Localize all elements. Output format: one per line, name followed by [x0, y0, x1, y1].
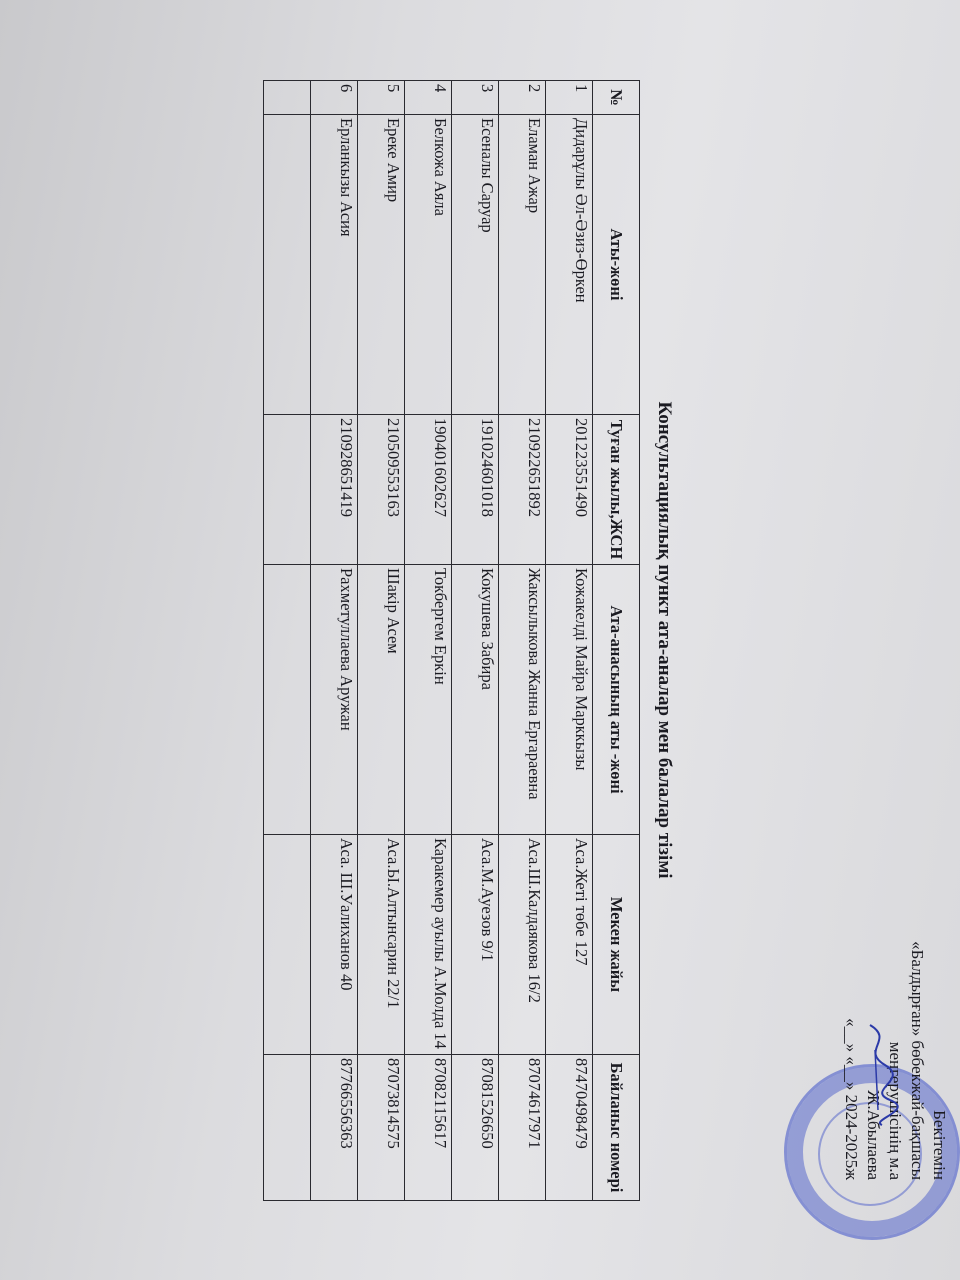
- header-full-name: Аты-жөні: [593, 115, 640, 415]
- cell-address: Аса.Жеті төбе 127: [546, 835, 593, 1055]
- cell-parent-name: [264, 565, 311, 835]
- cell-number: 5: [358, 81, 405, 115]
- cell-full-name: Ерланкызы Асия: [311, 115, 358, 415]
- cell-address: [264, 835, 311, 1055]
- cell-number: 4: [405, 81, 452, 115]
- approval-line-date: «__» «__» 2024-2025ж: [842, 1018, 861, 1180]
- cell-full-name: Белкожа Аяла: [405, 115, 452, 415]
- table-row: [499, 81, 546, 1201]
- cell-parent-name: Шакір Асем: [358, 565, 405, 835]
- cell-birth-iin: 191024601018: [452, 415, 499, 565]
- cell-number: 3: [452, 81, 499, 115]
- cell-phone: 87766556363: [311, 1055, 358, 1201]
- header-number: №: [593, 81, 640, 115]
- cell-birth-iin: 190401602627: [405, 415, 452, 565]
- cell-phone: 87082115617: [405, 1055, 452, 1201]
- cell-parent-name: Рахметуллаева Аружан: [311, 565, 358, 835]
- cell-address: Аса.Ы.Алтынсарин 22/1: [358, 835, 405, 1055]
- children-list-table: [263, 80, 640, 1201]
- table-row: [452, 81, 499, 1201]
- approval-line-position: меңгерушісінің м.а: [886, 1041, 905, 1180]
- cell-birth-iin: 210922651892: [499, 415, 546, 565]
- table-row: [405, 81, 452, 1201]
- approval-line-kindergarten: «Балдырған» бөбекжай-бақшасы: [908, 941, 927, 1180]
- header-birth-iin: Туған жылы,ЖСН: [593, 415, 640, 565]
- cell-address: Аса. Ш.Уалиханов 40: [311, 835, 358, 1055]
- cell-parent-name: Кокушева Забира: [452, 565, 499, 835]
- cell-parent-name: Токбергем Еркін: [405, 565, 452, 835]
- cell-address: Аса.Ш.Калдаякова 16/2: [499, 835, 546, 1055]
- cell-phone: 87470498479: [546, 1055, 593, 1201]
- approval-line-approve: Бекітемін: [930, 1110, 949, 1180]
- cell-birth-iin: 210928651419: [311, 415, 358, 565]
- approval-line-head-name: Ж.Абылаева: [864, 1090, 883, 1180]
- cell-full-name: [264, 115, 311, 415]
- cell-birth-iin: 210509553163: [358, 415, 405, 565]
- cell-birth-iin: [264, 415, 311, 565]
- cell-phone: 87073814575: [358, 1055, 405, 1201]
- cell-full-name: Дидарұлы Әл-Әзиз-Өркен: [546, 115, 593, 415]
- cell-parent-name: Кожакелді Майра Марккызы: [546, 565, 593, 835]
- table-row: [311, 81, 358, 1201]
- cell-phone: 87074617971: [499, 1055, 546, 1201]
- header-parent-name: Ата-анасының аты -жөні: [593, 565, 640, 835]
- cell-birth-iin: 201223551490: [546, 415, 593, 565]
- cell-number: 1: [546, 81, 593, 115]
- cell-parent-name: Жаксылыкова Жанна Ергараевна: [499, 565, 546, 835]
- cell-full-name: Ереке Амир: [358, 115, 405, 415]
- table-row: [358, 81, 405, 1201]
- table-row-empty: [264, 81, 311, 1201]
- cell-phone: [264, 1055, 311, 1201]
- header-address: Мекен жайы: [593, 835, 640, 1055]
- table-header-row: [593, 81, 640, 1201]
- cell-number: 2: [499, 81, 546, 115]
- cell-number: 6: [311, 81, 358, 115]
- cell-full-name: Еламан Ажар: [499, 115, 546, 415]
- signature-scribble: [860, 1020, 900, 1130]
- document-title: Консультациялық пункт ата-аналар мен балалар тізімі: [654, 401, 675, 879]
- cell-full-name: Есеналы Саруар: [452, 115, 499, 415]
- cell-number: [264, 81, 311, 115]
- cell-phone: 87081526650: [452, 1055, 499, 1201]
- table-row: [546, 81, 593, 1201]
- cell-address: Каракемер ауылы А.Молда 14: [405, 835, 452, 1055]
- cell-address: Аса.М.Ауезов 9/1: [452, 835, 499, 1055]
- header-phone: Байланыс номері: [593, 1055, 640, 1201]
